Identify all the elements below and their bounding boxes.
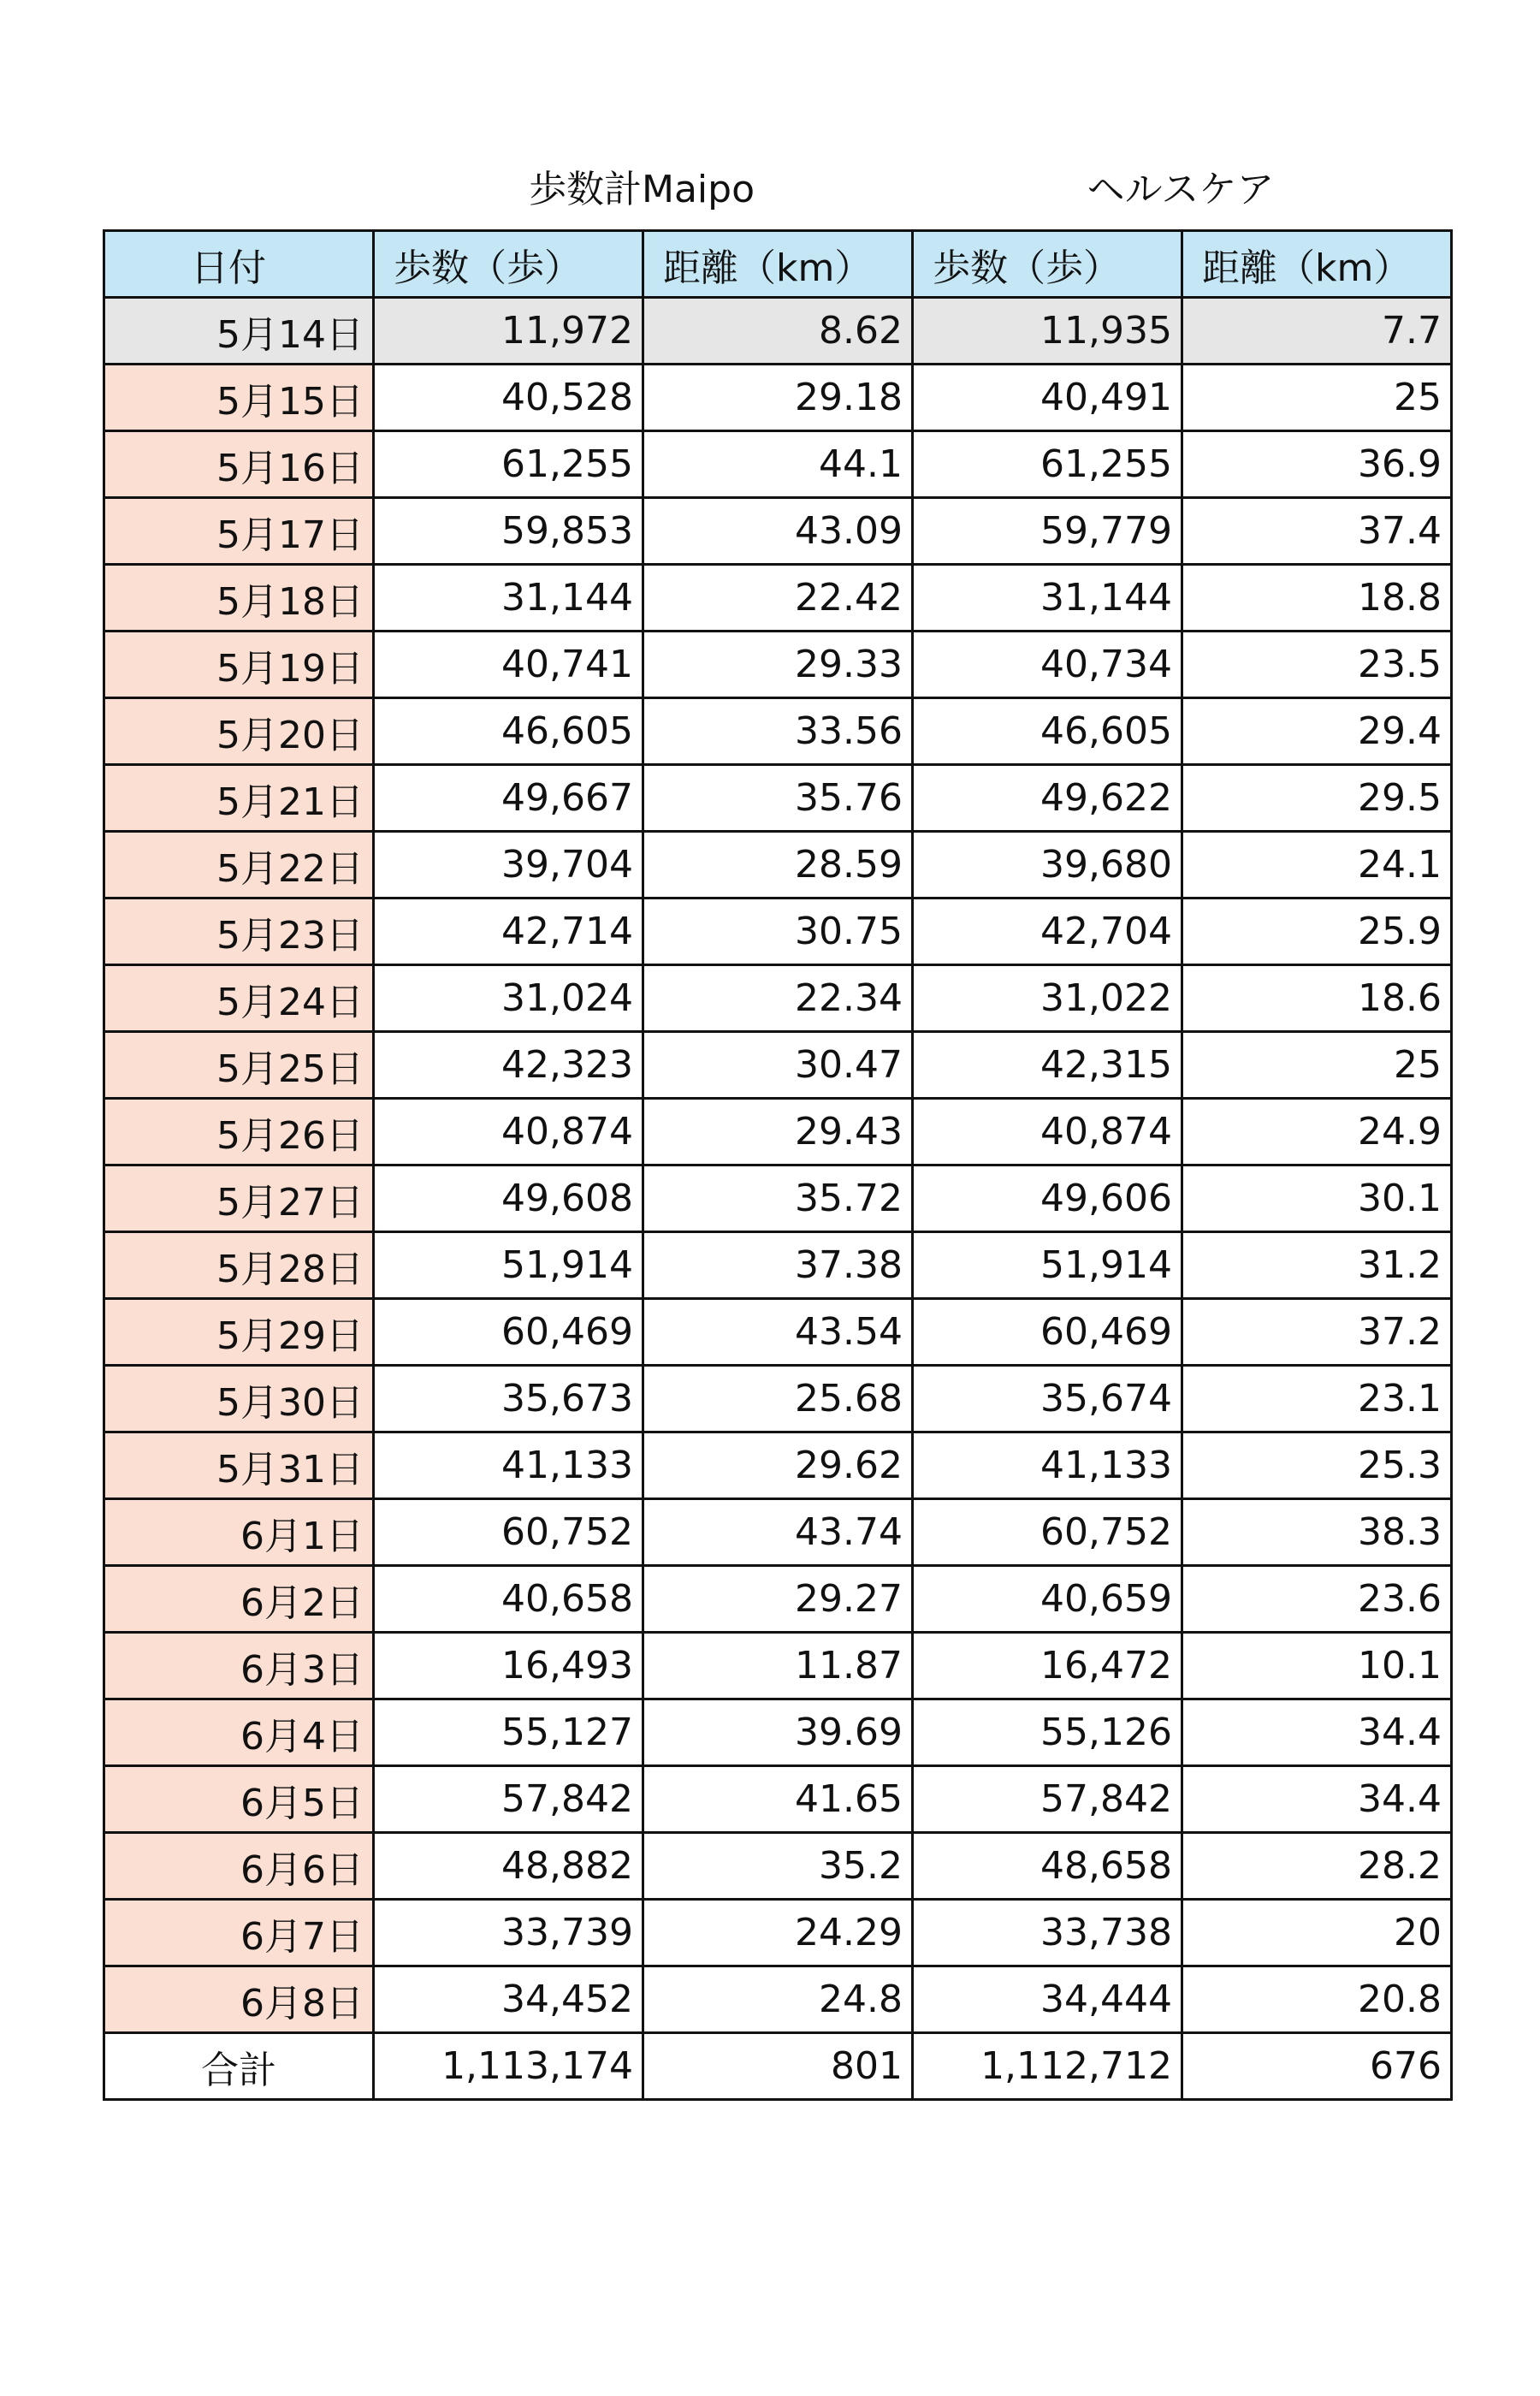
- maipo-steps-cell: 35,673: [374, 1366, 643, 1432]
- health-distance-cell: 37.2: [1182, 1299, 1452, 1366]
- maipo-distance-cell: 35.76: [643, 765, 913, 832]
- date-cell: 5月31日: [104, 1432, 374, 1499]
- health-steps-cell: 40,874: [913, 1099, 1182, 1165]
- maipo-distance-cell: 29.27: [643, 1566, 913, 1633]
- table-row: [104, 965, 1452, 1032]
- maipo-steps-cell: 51,914: [374, 1232, 643, 1299]
- maipo-distance-cell: 43.09: [643, 498, 913, 565]
- total-health-steps: 1,112,712: [913, 2033, 1182, 2100]
- table-row: [104, 1432, 1452, 1499]
- maipo-distance-cell: 24.8: [643, 1966, 913, 2033]
- date-cell: 5月19日: [104, 632, 374, 698]
- table-row: [104, 698, 1452, 765]
- health-steps-cell: 57,842: [913, 1766, 1182, 1833]
- total-health-distance: 676: [1182, 2033, 1452, 2100]
- maipo-steps-cell: 59,853: [374, 498, 643, 565]
- maipo-steps-cell: 33,739: [374, 1900, 643, 1966]
- health-steps-cell: 40,734: [913, 632, 1182, 698]
- date-cell: 6月3日: [104, 1633, 374, 1699]
- date-cell: 5月28日: [104, 1232, 374, 1299]
- maipo-distance-cell: 22.34: [643, 965, 913, 1032]
- date-cell: 5月15日: [104, 365, 374, 431]
- date-cell: 5月20日: [104, 698, 374, 765]
- date-cell: 6月1日: [104, 1499, 374, 1566]
- maipo-distance-cell: 25.68: [643, 1366, 913, 1432]
- maipo-steps-cell: 40,874: [374, 1099, 643, 1165]
- date-cell: 5月27日: [104, 1165, 374, 1232]
- health-distance-cell: 25.3: [1182, 1432, 1452, 1499]
- total-maipo-distance: 801: [643, 2033, 913, 2100]
- maipo-steps-cell: 40,741: [374, 632, 643, 698]
- group-header-pedometer: 歩数計Maipo: [529, 168, 755, 211]
- maipo-distance-cell: 22.42: [643, 565, 913, 632]
- maipo-distance-cell: 37.38: [643, 1232, 913, 1299]
- health-distance-cell: 24.9: [1182, 1099, 1452, 1165]
- date-cell: 6月6日: [104, 1833, 374, 1900]
- date-cell: 5月25日: [104, 1032, 374, 1099]
- maipo-steps-cell: 60,752: [374, 1499, 643, 1566]
- maipo-steps-cell: 49,608: [374, 1165, 643, 1232]
- table-row: [104, 1499, 1452, 1566]
- steps-table: [103, 229, 1453, 2101]
- health-distance-cell: 34.4: [1182, 1699, 1452, 1766]
- health-distance-cell: 23.1: [1182, 1366, 1452, 1432]
- table-row: [104, 498, 1452, 565]
- health-distance-cell: 31.2: [1182, 1232, 1452, 1299]
- maipo-steps-cell: 40,528: [374, 365, 643, 431]
- maipo-steps-cell: 16,493: [374, 1633, 643, 1699]
- column-header-maipo-distance: 距離（km）: [643, 231, 913, 298]
- total-maipo-steps: 1,113,174: [374, 2033, 643, 2100]
- health-distance-cell: 29.4: [1182, 698, 1452, 765]
- health-steps-cell: 46,605: [913, 698, 1182, 765]
- health-steps-cell: 40,491: [913, 365, 1182, 431]
- health-steps-cell: 55,126: [913, 1699, 1182, 1766]
- health-distance-cell: 28.2: [1182, 1833, 1452, 1900]
- maipo-steps-cell: 31,144: [374, 565, 643, 632]
- health-distance-cell: 23.6: [1182, 1566, 1452, 1633]
- maipo-steps-cell: 34,452: [374, 1966, 643, 2033]
- date-cell: 5月26日: [104, 1099, 374, 1165]
- table-row: [104, 298, 1452, 365]
- health-steps-cell: 31,144: [913, 565, 1182, 632]
- table-row: [104, 1099, 1452, 1165]
- table-row: [104, 832, 1452, 898]
- table-row: [104, 1299, 1452, 1366]
- health-steps-cell: 40,659: [913, 1566, 1182, 1633]
- health-steps-cell: 60,752: [913, 1499, 1182, 1566]
- maipo-distance-cell: 30.47: [643, 1032, 913, 1099]
- health-steps-cell: 16,472: [913, 1633, 1182, 1699]
- health-steps-cell: 42,315: [913, 1032, 1182, 1099]
- health-distance-cell: 36.9: [1182, 431, 1452, 498]
- health-distance-cell: 34.4: [1182, 1766, 1452, 1833]
- health-steps-cell: 34,444: [913, 1966, 1182, 2033]
- maipo-steps-cell: 61,255: [374, 431, 643, 498]
- maipo-steps-cell: 60,469: [374, 1299, 643, 1366]
- column-header-maipo-steps: 歩数（歩）: [374, 231, 643, 298]
- maipo-distance-cell: 33.56: [643, 698, 913, 765]
- maipo-distance-cell: 35.2: [643, 1833, 913, 1900]
- maipo-distance-cell: 30.75: [643, 898, 913, 965]
- maipo-distance-cell: 8.62: [643, 298, 913, 365]
- maipo-steps-cell: 42,714: [374, 898, 643, 965]
- table-row: [104, 365, 1452, 431]
- health-distance-cell: 37.4: [1182, 498, 1452, 565]
- health-steps-cell: 51,914: [913, 1232, 1182, 1299]
- maipo-steps-cell: 42,323: [374, 1032, 643, 1099]
- maipo-distance-cell: 39.69: [643, 1699, 913, 1766]
- health-distance-cell: 23.5: [1182, 632, 1452, 698]
- table-row: [104, 1032, 1452, 1099]
- table-row: [104, 1966, 1452, 2033]
- health-steps-cell: 49,622: [913, 765, 1182, 832]
- health-steps-cell: 35,674: [913, 1366, 1182, 1432]
- date-cell: 5月24日: [104, 965, 374, 1032]
- health-steps-cell: 33,738: [913, 1900, 1182, 1966]
- date-cell: 5月22日: [104, 832, 374, 898]
- table-row: [104, 765, 1452, 832]
- table-row: [104, 1566, 1452, 1633]
- date-cell: 5月14日: [104, 298, 374, 365]
- maipo-distance-cell: 29.33: [643, 632, 913, 698]
- maipo-distance-cell: 11.87: [643, 1633, 913, 1699]
- date-cell: 5月16日: [104, 431, 374, 498]
- date-cell: 5月21日: [104, 765, 374, 832]
- date-cell: 5月18日: [104, 565, 374, 632]
- maipo-steps-cell: 57,842: [374, 1766, 643, 1833]
- health-distance-cell: 10.1: [1182, 1633, 1452, 1699]
- table-row: [104, 1232, 1452, 1299]
- column-header-health-distance: 距離（km）: [1182, 231, 1452, 298]
- maipo-distance-cell: 28.59: [643, 832, 913, 898]
- health-distance-cell: 30.1: [1182, 1165, 1452, 1232]
- health-steps-cell: 61,255: [913, 431, 1182, 498]
- table-row: [104, 565, 1452, 632]
- date-cell: 5月23日: [104, 898, 374, 965]
- maipo-distance-cell: 29.18: [643, 365, 913, 431]
- date-cell: 6月7日: [104, 1900, 374, 1966]
- maipo-distance-cell: 35.72: [643, 1165, 913, 1232]
- table-row: [104, 1366, 1452, 1432]
- health-distance-cell: 18.8: [1182, 565, 1452, 632]
- table-row: [104, 1633, 1452, 1699]
- column-header-date: 日付: [104, 231, 374, 298]
- table-row: [104, 1833, 1452, 1900]
- maipo-steps-cell: 41,133: [374, 1432, 643, 1499]
- health-distance-cell: 25: [1182, 365, 1452, 431]
- health-steps-cell: 11,935: [913, 298, 1182, 365]
- health-distance-cell: 38.3: [1182, 1499, 1452, 1566]
- maipo-distance-cell: 43.74: [643, 1499, 913, 1566]
- health-distance-cell: 25: [1182, 1032, 1452, 1099]
- health-distance-cell: 20.8: [1182, 1966, 1452, 2033]
- maipo-distance-cell: 29.43: [643, 1099, 913, 1165]
- maipo-steps-cell: 48,882: [374, 1833, 643, 1900]
- health-distance-cell: 7.7: [1182, 298, 1452, 365]
- maipo-steps-cell: 46,605: [374, 698, 643, 765]
- maipo-distance-cell: 24.29: [643, 1900, 913, 1966]
- health-distance-cell: 25.9: [1182, 898, 1452, 965]
- health-steps-cell: 41,133: [913, 1432, 1182, 1499]
- column-header-health-steps: 歩数（歩）: [913, 231, 1182, 298]
- date-cell: 6月5日: [104, 1766, 374, 1833]
- table-row: [104, 898, 1452, 965]
- maipo-steps-cell: 40,658: [374, 1566, 643, 1633]
- health-steps-cell: 39,680: [913, 832, 1182, 898]
- health-distance-cell: 20: [1182, 1900, 1452, 1966]
- maipo-steps-cell: 31,024: [374, 965, 643, 1032]
- group-header-healthcare: ヘルスケア: [1087, 168, 1275, 211]
- maipo-steps-cell: 55,127: [374, 1699, 643, 1766]
- date-cell: 6月8日: [104, 1966, 374, 2033]
- health-steps-cell: 48,658: [913, 1833, 1182, 1900]
- header-row: [104, 231, 1452, 298]
- table-row: [104, 1165, 1452, 1232]
- total-label: 合計: [104, 2033, 374, 2100]
- maipo-distance-cell: 44.1: [643, 431, 913, 498]
- table-row: [104, 1766, 1452, 1833]
- maipo-steps-cell: 49,667: [374, 765, 643, 832]
- health-steps-cell: 31,022: [913, 965, 1182, 1032]
- health-distance-cell: 18.6: [1182, 965, 1452, 1032]
- maipo-distance-cell: 43.54: [643, 1299, 913, 1366]
- date-cell: 5月29日: [104, 1299, 374, 1366]
- health-steps-cell: 60,469: [913, 1299, 1182, 1366]
- maipo-distance-cell: 29.62: [643, 1432, 913, 1499]
- maipo-steps-cell: 39,704: [374, 832, 643, 898]
- table-row: [104, 431, 1452, 498]
- health-steps-cell: 42,704: [913, 898, 1182, 965]
- health-distance-cell: 24.1: [1182, 832, 1452, 898]
- table-row: [104, 1699, 1452, 1766]
- total-row: [104, 2033, 1452, 2100]
- date-cell: 5月30日: [104, 1366, 374, 1432]
- maipo-steps-cell: 11,972: [374, 298, 643, 365]
- table-row: [104, 1900, 1452, 1966]
- health-distance-cell: 29.5: [1182, 765, 1452, 832]
- date-cell: 6月4日: [104, 1699, 374, 1766]
- health-steps-cell: 59,779: [913, 498, 1182, 565]
- table-row: [104, 632, 1452, 698]
- health-steps-cell: 49,606: [913, 1165, 1182, 1232]
- date-cell: 6月2日: [104, 1566, 374, 1633]
- maipo-distance-cell: 41.65: [643, 1766, 913, 1833]
- date-cell: 5月17日: [104, 498, 374, 565]
